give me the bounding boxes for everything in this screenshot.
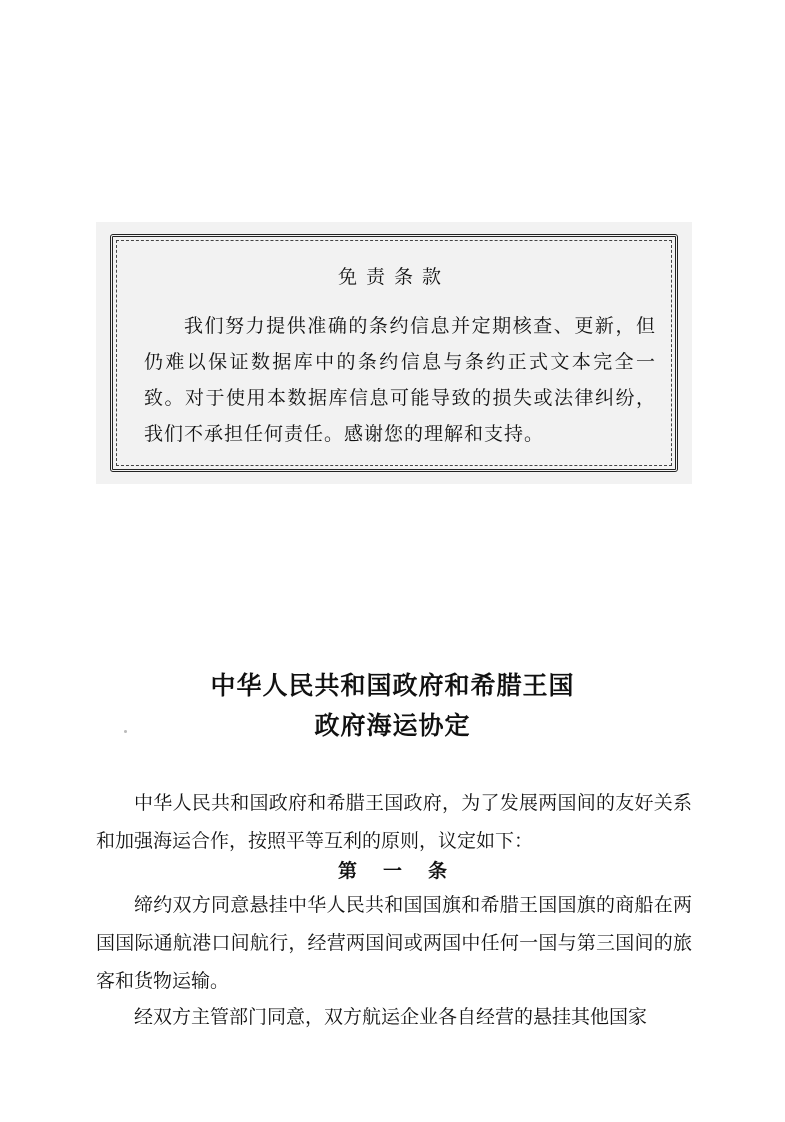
document-title-line2: 政府海运协定 — [314, 711, 471, 740]
document-title-line1: 中华人民共和国政府和希腊王国 — [210, 671, 575, 700]
disclaimer-box — [96, 222, 692, 484]
document-title — [0, 666, 785, 746]
scan-speck — [124, 730, 127, 733]
article-heading: 第一条 — [337, 860, 473, 882]
article1-paragraph1: 缔约双方同意悬挂中华人民共和国国旗和希腊王国国旗的商船在两国国际通航港口间航行，经营两国间或两国中任何一国与第三国间的旅客和货物运输。 — [96, 894, 692, 992]
preamble-paragraph: 中华人民共和国政府和希腊王国政府，为了发展两国间的友好关系和加强海运合作，按照平等互利的原则，议定如下： — [96, 792, 692, 852]
disclaimer-title: 免责条款 — [337, 266, 450, 288]
article1-paragraph2: 经双方主管部门同意，双方航运企业各自经营的悬挂其他国家 — [134, 1006, 648, 1028]
disclaimer-text: 我们努力提供准确的条约信息并定期核查、更新，但仍难以保证数据库中的条约信息与条约正式文本完全一致。对于使用本数据库信息可能导致的损失或法律纠纷，我们不承担任何责任。感谢您的理解和支持。 — [144, 315, 656, 445]
